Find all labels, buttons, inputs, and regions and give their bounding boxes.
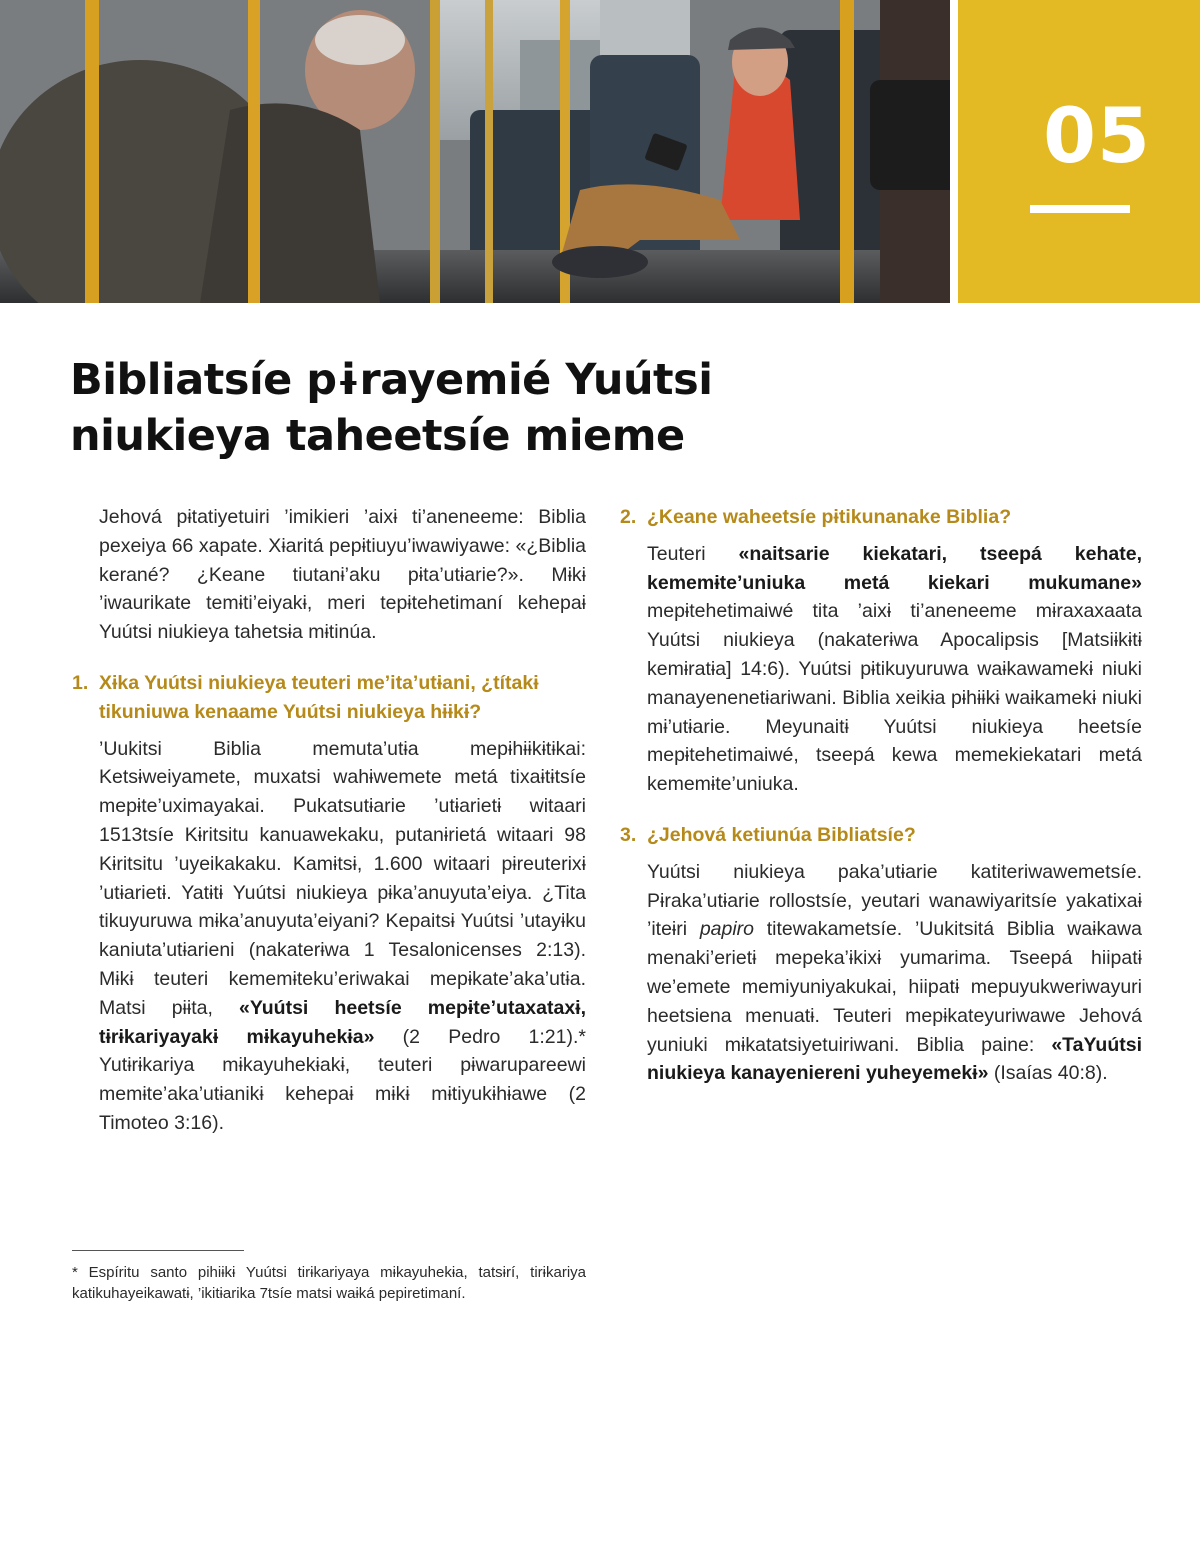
question-number: 1.	[72, 671, 89, 694]
scripture-quote: «naitsarie kiekatari, tseepá kehate, kememɨte’uniuka metá kiekari mukumane»	[647, 542, 1142, 594]
question-number: 2.	[620, 506, 637, 528]
intro-paragraph: Jehová pɨtatiyetuiri ’imikieri ’aixɨ ti’aneneeme: Biblia pexeiya 66 xapate. Xɨaritá pepɨtiuyu’iwawiyawe: «¿Biblia kerané? ¿Keane tiutanɨ’aku pɨta’utɨarie?». Mɨkɨ ’iwaurikate temɨti’eiyakɨ, meri tepɨtehetimaní kehepaɨ Yuútsi niukieya tahetsɨa mɨtinúa.	[99, 506, 586, 644]
answer-text: Yuútsi niukieya paka’utɨarie katiteriwawemetsíe. Pɨraka’utɨarie rollostsíe, yeutari wanawiyaritsíe yakatixaɨ ’iteɨri	[647, 860, 1142, 941]
answer-text: ’Uukitsi Biblia memuta’utɨa mepɨhɨɨkɨtɨkai: Ketsɨweiyamete, muxatsi wahɨwemete metá tixaɨtɨtsíe mepɨte’uximayakai. Pukatsutɨarie ’utɨarietɨ witaari 1513tsíe Kɨritsitu kanuawekaku, putanɨrietá witaari 98 Kɨritsitu ’uyeikakaku. Kamɨtsɨ, 1.600 witaari pɨreuterixɨ ’utɨarietɨ. Yatɨtɨ Yuútsi niukieya pɨka’anuyuta’eiya. ¿Tita tikuyuruwa mɨka’anuyuta’eiyani? Kepaitsɨ Yuútsi ’utayɨku kaniuta’utɨarieni (nakaterɨwa 1 Tesalonicenses 2:13). Mɨkɨ teuteri kememɨteku’eriwakai mepɨkate’aka’utɨa. Matsi pɨɨta,	[99, 737, 586, 1019]
answer-3-paragraph	[620, 858, 1142, 1088]
bus-scene-illustration	[0, 0, 950, 303]
italic-word: papiro	[699, 918, 755, 941]
footnote-divider	[72, 1250, 244, 1251]
question-text: ¿Keane waheetsíe pɨtikunanake Biblia?	[647, 506, 1012, 528]
chapter-number: 05	[1043, 91, 1151, 180]
chapter-badge	[958, 0, 1200, 303]
footnote: * Espíritu santo pihiɨkɨ Yuútsi tirɨkariyaya mɨkayuhekɨa, tatsɨrí, tirɨkariya katikuhayeikawatɨ, ’ikitɨarika 7tsíe matsi waɨká pepiretimaní.	[72, 1264, 586, 1302]
left-column	[72, 503, 586, 1138]
scripture-quote: «Yuútsi heetsíe mepɨte’utaxataxɨ, tɨrɨkariyayakɨ mɨkayuhekɨa»	[99, 996, 586, 1048]
chapter-underline	[1030, 205, 1130, 213]
hero-photo	[0, 0, 950, 303]
scripture-quote: «TaYuútsi niukieya kanayeniereni yuheyemekɨ»	[647, 1033, 1142, 1085]
question-3-heading	[620, 821, 1142, 850]
answer-text: Teuteri	[647, 542, 739, 565]
answer-1-paragraph	[72, 735, 586, 1138]
answer-text: (2 Pedro 1:21).* Yutɨrɨkariya mɨkayuhekɨakɨ, teuteri pɨwarupareewi memɨte’aka’utɨanikɨ kehepaɨ mɨkɨ mɨtiyukɨhɨawe (2 Timoteo 3:16).	[99, 1025, 586, 1134]
answer-2-paragraph	[620, 540, 1142, 799]
question-text: ¿Jehová ketiunúa Bibliatsíe?	[647, 823, 916, 846]
question-2-heading	[620, 503, 1142, 532]
question-text: Xɨka Yuútsi niukieya teuteri me’ita’utɨani, ¿títakɨ tikuniuwa kenaame Yuútsi niukieya hɨɨkɨ?	[99, 671, 539, 723]
title-line-1: Bibliatsíe pɨrayemié Yuútsi	[70, 355, 713, 405]
title-line-2: niukieya taheetsíe mieme	[70, 411, 685, 461]
question-1-heading	[72, 669, 586, 727]
right-column	[620, 503, 1142, 1088]
question-number: 3.	[620, 823, 637, 846]
answer-text: mepɨtehetimaiwé tita ’aixɨ ti’aneneeme mɨraxaxaata Yuútsi niukieya (nakaterɨwa Apocalipsis [Matsiɨkɨtɨ kemɨratɨa] 14:6). Yuútsi pɨtikuyuruwa waɨkawamekɨ niuki manayenenetɨariwani. Biblia xeikɨa pɨhɨɨkɨ waɨkamekɨ niuki mɨ’utɨarie. Meyunaitɨ Yuútsi niukieya heetsíe mepɨtehetimaiwé, tseepá kewa memekiekatari metá kememɨte’uniuka.	[647, 600, 1142, 796]
page-title	[70, 352, 830, 464]
answer-text: (Isaías 40:8).	[988, 1062, 1108, 1085]
answer-text: titewakametsíe. ’Uukitsitá Biblia waɨkawa menaki’erietɨ mepeka’ɨkixɨ yumarima. Tseepá hiipatɨ we’emete memiyuniyakukai, hiipatɨ mepuyukweriwayuri heetsiena menuatɨ. Teuteri mepɨkateyuriwawe Jehová yuniuki mɨkatatsiyetuiriwani. Biblia paine:	[647, 918, 1142, 1056]
